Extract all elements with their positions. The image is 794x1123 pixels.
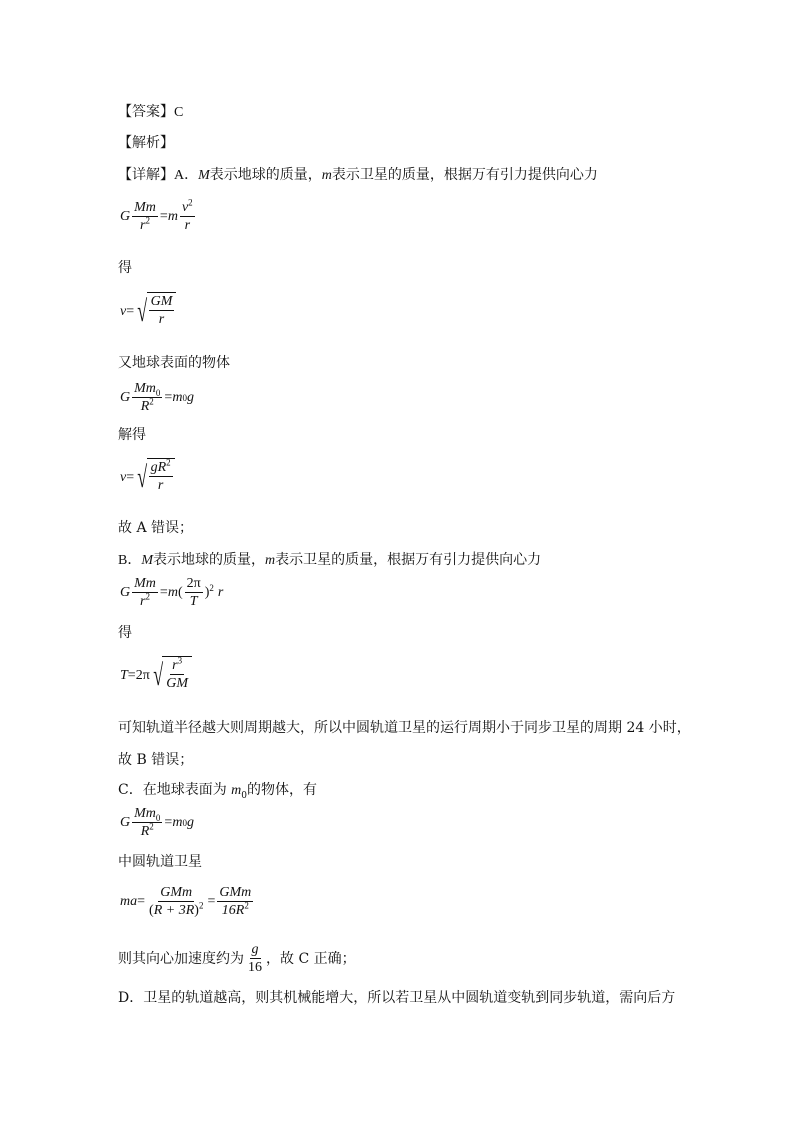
eq-sign: = — [207, 893, 216, 909]
text-de-2: 得 — [118, 625, 132, 641]
analysis-label: 【解析】 — [118, 135, 174, 151]
eq-sign: = — [159, 584, 168, 600]
eq-symbol: v — [120, 470, 127, 485]
eq-symbol: v — [181, 200, 189, 215]
eq-fraction — [132, 576, 158, 609]
eq-symbol: ma — [120, 893, 138, 909]
text-fragment: C．在地球表面为 — [118, 782, 232, 798]
eq-symbol: GM — [166, 676, 189, 691]
equation-mid-orbit-acceleration — [120, 885, 255, 918]
eq-exponent: 2 — [149, 396, 154, 407]
analysis-heading — [118, 133, 174, 153]
eq-symbol: m — [167, 208, 178, 224]
eq-fraction — [132, 381, 162, 414]
eq-symbol: r — [140, 594, 146, 609]
eq-symbol: r — [140, 218, 146, 233]
eq-fraction — [164, 655, 190, 691]
text-fragment: 表示卫星的质量，根据万有引力提供向心力 — [275, 552, 542, 568]
eq-fraction — [149, 294, 175, 327]
eq-symbol: g — [186, 814, 194, 830]
option-b-marker: B． — [118, 553, 142, 568]
eq-subscript: 0 — [241, 790, 248, 801]
text-fragment: 表示地球的质量， — [209, 167, 322, 183]
eq-symbol: m — [231, 783, 242, 798]
eq-symbol: 16 — [248, 960, 262, 975]
eq-symbol: GMm — [160, 885, 193, 900]
eq-exponent: 2 — [145, 591, 150, 602]
eq-paren: ) — [204, 584, 210, 600]
text-b-wrong: 故 B 错误； — [118, 752, 194, 768]
eq-symbol: Mm — [134, 806, 156, 821]
detail-line-c-accel — [118, 942, 356, 975]
eq-symbol: v — [120, 304, 127, 319]
equation-period — [120, 656, 192, 696]
text-a-wrong: 故 A 错误； — [118, 520, 194, 536]
eq-symbol: m — [172, 814, 183, 830]
text-b-conclusion: 可知轨道半径越大则周期越大，所以中圆轨道卫星的运行周期小于同步卫星的周期 24 小时， — [118, 720, 691, 736]
detail-label: 【详解】 — [118, 167, 174, 183]
eq-paren: ) — [194, 903, 199, 918]
eq-symbol: Mm — [134, 200, 156, 215]
eq-paren: ( — [149, 903, 154, 918]
eq-symbol: m — [172, 389, 183, 405]
text-fragment: 表示地球的质量， — [153, 552, 266, 568]
answer-line — [118, 102, 183, 123]
eq-exponent: 2 — [244, 900, 249, 911]
eq-symbol: GMm — [219, 885, 252, 900]
eq-fraction — [185, 576, 203, 609]
eq-subscript: 0 — [155, 812, 161, 823]
eq-sign: = — [127, 668, 136, 683]
symbol-M: M — [141, 553, 154, 568]
eq-sqrt: √ $\frac{GM}{r}$ — [134, 292, 176, 332]
answer-value: C — [174, 105, 184, 120]
eq-exponent: 2 — [188, 197, 193, 208]
answer-label: 【答案】 — [118, 104, 174, 120]
equation-gravity-period: G $\frac{Mm}{r^2}$ = m ( $\frac{2\pi}{T}$ ) 2 r — [120, 576, 224, 609]
equation-surface-gravity-c: G $\frac{Mm_0}{R^2}$ = m 0 g — [120, 806, 194, 839]
eq-symbol: r — [158, 312, 165, 327]
eq-exponent: 2 — [166, 457, 171, 468]
eq-fraction — [246, 942, 264, 975]
eq-exponent: 2 — [149, 821, 154, 832]
equation-gravity-centripetal — [120, 197, 197, 233]
eq-symbol: g — [186, 389, 194, 405]
eq-sign: = — [126, 304, 135, 319]
eq-symbol: Mm — [134, 381, 156, 396]
eq-symbol: 2π — [135, 668, 150, 683]
eq-paren: ( — [177, 584, 183, 600]
eq-symbol: g — [251, 942, 259, 957]
eq-symbol: G — [120, 208, 131, 224]
eq-symbol: G — [120, 584, 131, 600]
eq-fraction — [147, 885, 205, 918]
eq-symbol: T — [189, 594, 198, 609]
symbol-m: m — [265, 553, 276, 568]
eq-symbol: 2π — [186, 576, 201, 591]
eq-symbol: T — [120, 668, 128, 683]
text-fragment: 则其向心加速度约为 — [118, 950, 244, 967]
symbol-M: M — [198, 168, 210, 183]
detail-line-b — [118, 550, 541, 571]
eq-sign: = — [164, 814, 173, 830]
eq-sign: = — [137, 893, 146, 909]
eq-sign: = — [126, 470, 135, 485]
text-fragment: 的物体，有 — [247, 782, 318, 798]
text-fragment: 表示卫星的质量，根据万有引力提供向心力 — [331, 167, 598, 183]
eq-symbol: Mm — [134, 576, 156, 591]
eq-fraction — [132, 806, 162, 839]
eq-symbol: r — [157, 478, 164, 493]
eq-fraction — [132, 200, 158, 233]
eq-fraction — [149, 457, 173, 493]
eq-sign: = — [164, 389, 173, 405]
eq-fraction — [180, 197, 195, 233]
eq-symbol: 16R — [221, 903, 245, 918]
eq-symbol: GM — [150, 294, 173, 309]
eq-symbol: G — [120, 814, 131, 830]
text-d-line: D．卫星的轨道越高，则其机械能增大，所以若卫星从中圆轨道变轨到同步轨道，需向后方 — [118, 990, 676, 1006]
eq-exponent: 3 — [177, 655, 183, 666]
eq-symbol: G — [120, 389, 131, 405]
eq-symbol: gR — [150, 460, 167, 475]
option-a-marker: A． — [174, 168, 199, 183]
text-surface: 又地球表面的物体 — [118, 355, 230, 371]
text-de-1: 得 — [118, 260, 132, 276]
detail-line-c — [118, 780, 317, 801]
text-fragment: ，故 C 正确； — [266, 950, 356, 967]
eq-fraction — [217, 885, 253, 918]
eq-symbol: R + 3R — [153, 903, 195, 918]
eq-sign: = — [159, 208, 168, 224]
eq-exponent: 2 — [145, 215, 150, 226]
eq-symbol: r — [172, 658, 178, 673]
eq-symbol: r — [184, 218, 191, 233]
eq-symbol: R — [140, 399, 150, 414]
eq-symbol: R — [140, 824, 150, 839]
text-mid-orbit: 中圆轨道卫星 — [118, 854, 202, 870]
eq-symbol: m — [167, 584, 178, 600]
eq-symbol: r — [217, 584, 224, 600]
symbol-m: m — [321, 168, 332, 183]
text-jiede: 解得 — [118, 427, 146, 443]
detail-line-a — [118, 165, 598, 186]
equation-velocity-gm — [120, 292, 176, 332]
eq-sqrt: √ $\frac{gR^2}{r}$ — [134, 458, 175, 498]
eq-subscript: 0 — [155, 387, 161, 398]
equation-surface-gravity: G $\frac{Mm_0}{R^2}$ = m 0 g — [120, 381, 194, 414]
eq-sqrt: √ $\frac{r^3}{GM}$ — [150, 656, 192, 696]
eq-exponent: 2 — [198, 900, 204, 911]
equation-velocity-gr — [120, 458, 175, 498]
